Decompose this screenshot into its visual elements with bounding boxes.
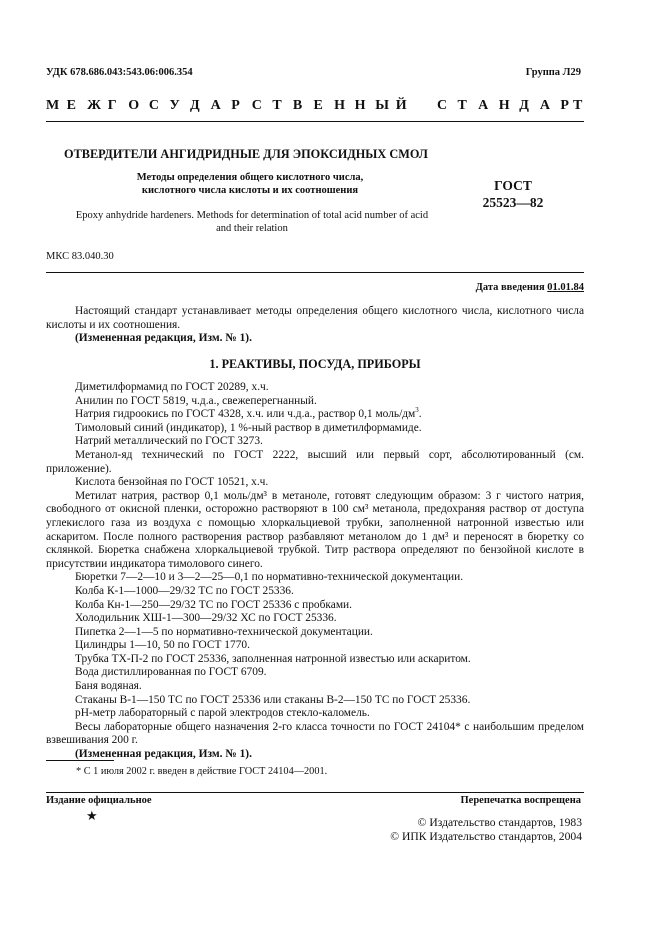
list-item: рН-метр лабораторный с парой электродов стекло-каломель. bbox=[75, 707, 370, 720]
heading-letter: О bbox=[128, 98, 140, 113]
footer-rule bbox=[46, 792, 584, 793]
list-item: Весы лабораторные общего назначения 2-го класса точности по ГОСТ 24104* с наибольшим пределом взвешивания 200 г. bbox=[46, 720, 584, 747]
document-subtitle: Методы определения общего кислотного числа, кислотного числа кислоты и их соотношения bbox=[136, 172, 364, 196]
udk-code: УДК 678.686.043:543.06:006.354 bbox=[46, 67, 193, 78]
english-title: Epoxy anhydride hardeners. Methods for determination of total acid number of acid and their relation bbox=[75, 210, 429, 234]
mks-code: МКС 83.040.30 bbox=[46, 251, 114, 262]
heading-letter: Т bbox=[457, 98, 467, 113]
list-item: Трубка ТХ-П-2 по ГОСТ 25336, заполненная натронной известью или аскаритом. bbox=[75, 652, 471, 665]
list-item: Холодильник ХШ-1—300—29/32 ХС по ГОСТ 25336. bbox=[75, 612, 337, 625]
list-item: Натрий металлический по ГОСТ 3273. bbox=[75, 435, 263, 448]
reagents-list bbox=[46, 381, 584, 762]
heading-letter: Ж bbox=[87, 98, 101, 113]
document-title: ОТВЕРДИТЕЛИ АНГИДРИДНЫЕ ДЛЯ ЭПОКСИДНЫХ СМОЛ bbox=[64, 147, 428, 161]
heading-letter: А bbox=[210, 98, 221, 113]
list-item: Стаканы В-1—150 ТС по ГОСТ 25336 или стаканы В-2—150 ТС по ГОСТ 25336. bbox=[75, 693, 471, 706]
section-title: 1. РЕАКТИВЫ, ПОСУДА, ПРИБОРЫ bbox=[209, 357, 421, 371]
heading-letter: В bbox=[292, 98, 303, 113]
list-item: Пипетка 2—1—5 по нормативно-технической документации. bbox=[75, 625, 373, 638]
heading-letter: Г bbox=[107, 98, 117, 113]
heading-letter: Р bbox=[560, 98, 569, 113]
list-item: Цилиндры 1—10, 50 по ГОСТ 1770. bbox=[75, 639, 250, 652]
edit-note: (Измененная редакция, Изм. № 1). bbox=[75, 332, 252, 345]
list-item: Диметилформамид по ГОСТ 20289, х.ч. bbox=[75, 381, 269, 393]
heading-letter: Н bbox=[498, 98, 510, 113]
heading-letter: С bbox=[436, 98, 448, 113]
footnote: * С 1 июля 2002 г. введен в действие ГОСТ 24104—2001. bbox=[76, 766, 328, 777]
mks-rule bbox=[46, 272, 584, 273]
copyright-2004: © ИПК Издательство стандартов, 2004 bbox=[390, 830, 582, 843]
list-item: Бюретки 7—2—10 и 3—2—25—0,1 по нормативно-технической документации. bbox=[75, 571, 464, 584]
header-rule bbox=[46, 121, 584, 122]
heading-letter: Й bbox=[395, 98, 407, 113]
heading-letter: Е bbox=[66, 98, 76, 113]
list-item: Кислота бензойная по ГОСТ 10521, х.ч. bbox=[75, 476, 269, 489]
copyright-1983: © Издательство стандартов, 1983 bbox=[417, 816, 582, 829]
heading-letter: Ы bbox=[375, 98, 389, 113]
intro-paragraph: Настоящий стандарт устанавливает методы определения общего кислотного числа, кислотного числа кислоты и их соотношения. bbox=[46, 305, 584, 331]
list-item: Натрия гидроокись по ГОСТ 4328, х.ч. или ч.д.а., раствор 0,1 моль/$дм^3$. bbox=[75, 406, 422, 421]
heading-letter: Д bbox=[519, 98, 529, 113]
heading-letter: Д bbox=[190, 98, 200, 113]
heading-letter: С bbox=[148, 98, 159, 113]
heading-letter: Т bbox=[272, 98, 282, 113]
heading-letter: У bbox=[169, 98, 180, 113]
heading-letter: М bbox=[46, 98, 60, 113]
edit-note: (Измененная редакция, Изм. № 1). bbox=[75, 748, 252, 761]
group-code: Группа Л29 bbox=[525, 67, 581, 78]
list-item: Анилин по ГОСТ 5819, ч.д.а., свежеперегнанный. bbox=[75, 394, 317, 407]
list-item: Колба К-1—1000—29/32 ТС по ГОСТ 25336. bbox=[75, 584, 294, 597]
list-item: Метилат натрия, раствор 0,1 моль/дм³ в метаноле, готовят следующим образом: 3 г чистого натрия, свободного от окисной пленки, осторожно растворяют в 100 см³ метанола, предохраняя раствор от доступа углекислого газа из воздуха с помощью хлоркальциевой трубки, заполненной натронной известью или аскаритом. После полного растворения раствор разбавляют метанолом до 1 дм³ и переносят в бюретку со склянкой. Бюретка снабжена хлоркальциевой трубкой. Титр раствора определяют по бензойной кислоте в присутствии индикатора тимолового синего. bbox=[46, 489, 584, 570]
list-item: Вода дистиллированная по ГОСТ 6709. bbox=[75, 666, 267, 679]
list-item: Метанол-яд технический по ГОСТ 2222, высший или первый сорт, абсолютированный (см. приложение). bbox=[46, 448, 584, 475]
reprint-prohibited: Перепечатка воспрещена bbox=[460, 795, 581, 806]
list-item: Колба Кн-1—250—29/32 ТС по ГОСТ 25336 с пробками. bbox=[75, 598, 352, 611]
list-item: Тимоловый синий (индикатор), 1 %-ный раствор в диметилформамиде. bbox=[75, 421, 422, 434]
heading-letter: С bbox=[251, 98, 262, 113]
list-item: Баня водяная. bbox=[75, 680, 142, 693]
heading-letter: А bbox=[539, 98, 550, 113]
official-edition: Издание официальное bbox=[46, 795, 152, 806]
heading-letter: Н bbox=[334, 98, 345, 113]
intro-block bbox=[46, 305, 584, 346]
introduction-date: Дата введения 01.01.84 bbox=[475, 282, 584, 293]
gost-number-block: ГОСТ 25523—82 bbox=[482, 178, 544, 210]
star-icon: ★ bbox=[86, 808, 98, 823]
footnote-rule bbox=[46, 760, 114, 761]
heading-letter: А bbox=[478, 98, 489, 113]
heading-letter: Н bbox=[354, 98, 366, 113]
heading-letter: Т bbox=[573, 98, 583, 113]
heading-letter: Р bbox=[231, 98, 240, 113]
heading-letter: Е bbox=[313, 98, 323, 113]
